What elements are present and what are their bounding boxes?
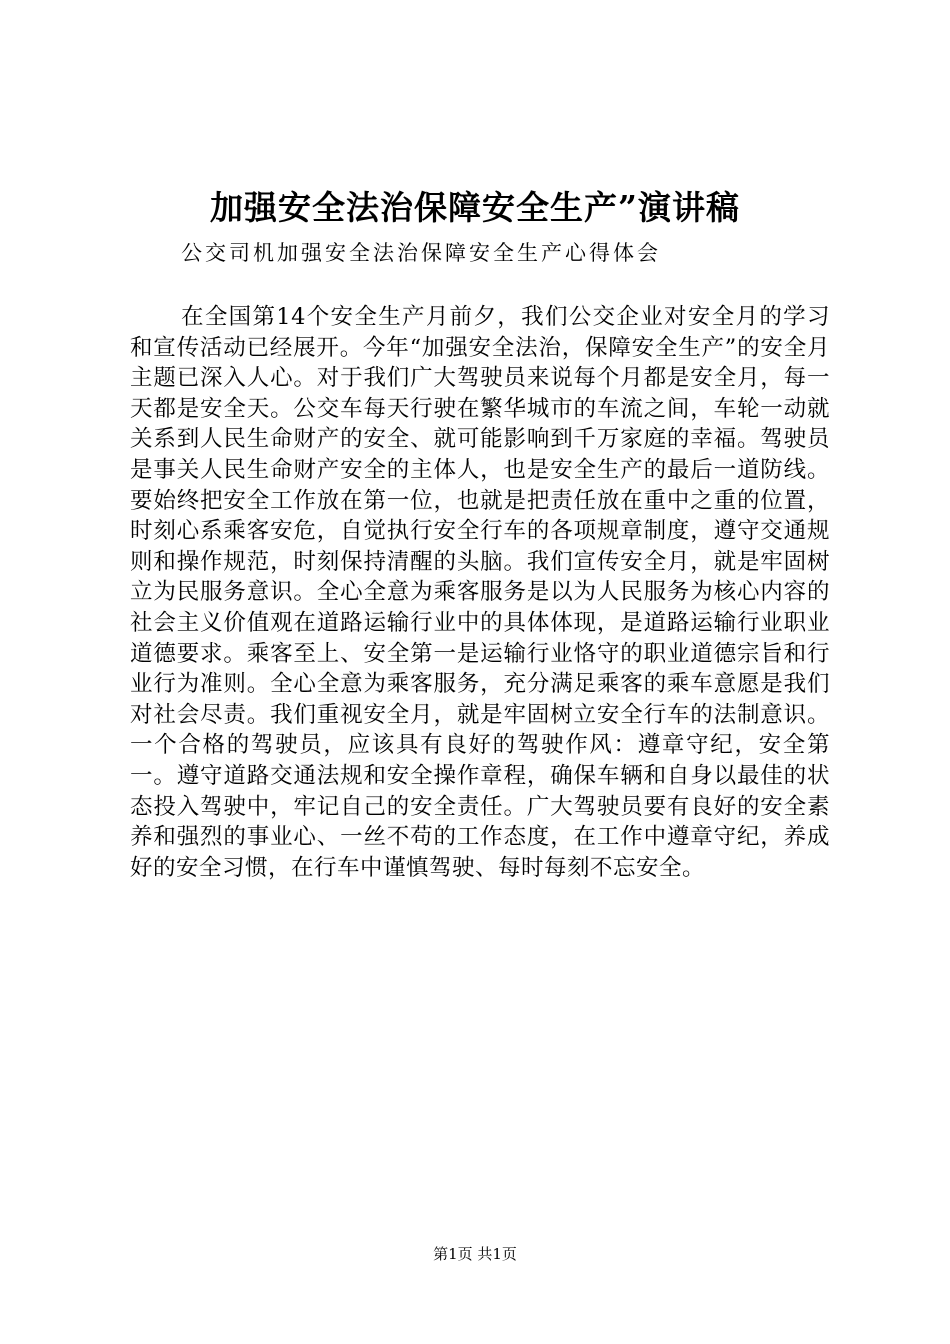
document-body: 在全国第14个安全生产月前夕，我们公交企业对安全月的学习和宣传活动已经展开。今年“加强安全法治，保障安全生产”的安全月主题已深入人心。对于我们广大驾驶员来说每个月都是安全月，每一天都是安全天。公交车每天行驶在繁华城市的车流之间，车轮一动就关系到人民生命财产的安全、就可能影响到千万家庭的幸福。驾驶员是事关人民生命财产安全的主体人，也是安全生产的最后一道防线。要始终把安全工作放在第一位，也就是把责任放在重中之重的位置，时刻心系乘客安危，自觉执行安全行车的各项规章制度，遵守交通规则和操作规范，时刻保持清醒的头脑。我们宣传安全月，就是牢固树立为民服务意识。全心全意为乘客服务是以为人民服务为核心内容的社会主义价值观在道路运输行业中的具体体现，是道路运输行业职业道德要求。乘客至上、安全第一是运输行业恪守的职业道德宗旨和行业行为准则。全心全意为乘客服务，充分满足乘客的乘车意愿是我们对社会尽责。我们重视安全月，就是牢固树立安全行车的法制意识。一个合格的驾驶员，应该具有良好的驾驶作风：遵章守纪，安全第一。遵守道路交通法规和安全操作章程，确保车辆和自身以最佳的状态投入驾驶中，牢记自己的安全责任。广大驾驶员要有良好的安全素养和强烈的事业心、一丝不苟的工作态度，在工作中遵章守纪，养成好的安全习惯，在行车中谨慎驾驶、每时每刻不忘安全。 [130,304,830,881]
page-footer: 第1页 共1页 [433,1245,517,1263]
document-title: 加强安全法治保障安全生产”演讲稿 [210,188,740,227]
document-subtitle: 公交司机加强安全法治保障安全生产心得体会 [181,241,661,265]
